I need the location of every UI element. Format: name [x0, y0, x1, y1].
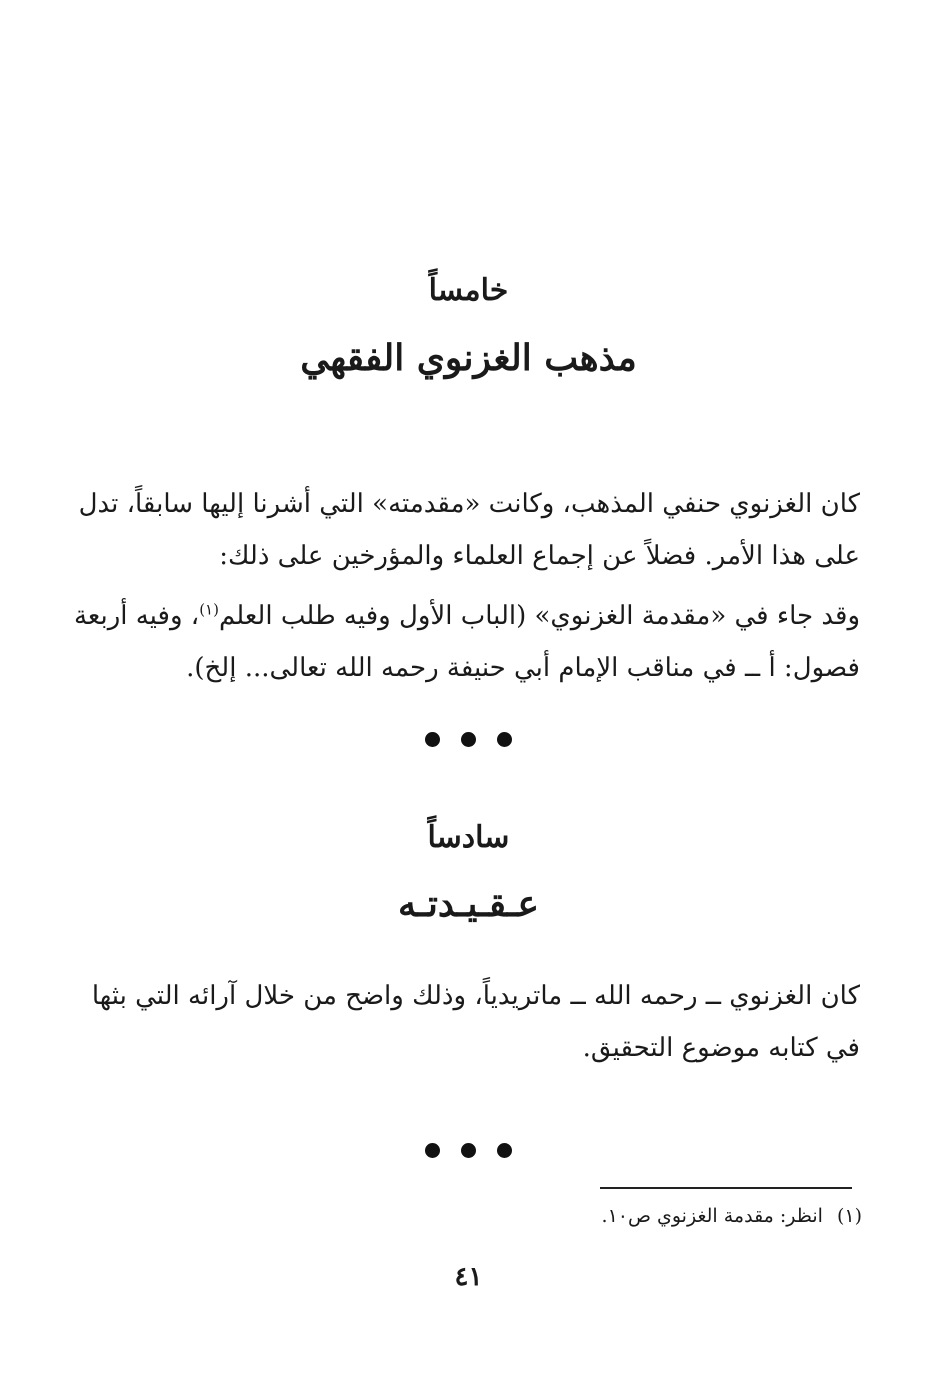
- footnote-text: انظر: مقدمة الغزنوي ص١٠.: [601, 1205, 823, 1227]
- paragraph-line: [73, 590, 860, 642]
- divider-dot: [497, 1143, 512, 1158]
- paragraph-text: وقد جاء في «مقدمة الغزنوي» (الباب الأول وفيه طلب العلم: [218, 601, 860, 631]
- section-5-paragraph-1: [78, 478, 860, 582]
- paragraph-line: في كتابه موضوع التحقيق.: [582, 1033, 860, 1063]
- paragraph-text: ، وفيه أربعة: [73, 601, 200, 631]
- section-divider: [0, 732, 937, 752]
- divider-dot: [425, 1143, 440, 1158]
- section-divider: [0, 1143, 937, 1163]
- footnote-separator: [600, 1187, 852, 1189]
- section-6-title: عـقـيـدتـه: [398, 883, 539, 925]
- paragraph-line: كان الغزنوي ــ رحمه الله ــ ماتريدياً، وذلك واضح من خلال آرائه التي بثها: [91, 981, 860, 1011]
- divider-dot: [425, 732, 440, 747]
- section-5-paragraph-2: [73, 590, 860, 694]
- paragraph-line: على هذا الأمر. فضلاً عن إجماع العلماء والمؤرخين على ذلك:: [219, 541, 860, 571]
- divider-dot: [497, 732, 512, 747]
- footnote: [420, 1201, 862, 1231]
- page-number: ٤١: [454, 1262, 483, 1292]
- footnote-number: (١): [836, 1205, 862, 1227]
- section-5-title: مذهب الغزنوي الفقهي: [300, 337, 637, 379]
- section-5-ordinal: خامساً: [428, 273, 509, 308]
- footnote-reference: (١): [199, 600, 219, 619]
- section-6-paragraph-1: [91, 970, 860, 1074]
- section-6-ordinal: سادساً: [427, 820, 510, 855]
- divider-dot: [461, 1143, 476, 1158]
- divider-dot: [461, 732, 476, 747]
- paragraph-line: فصول: أ ــ في مناقب الإمام أبي حنيفة رحمه الله تعالى... إلخ).: [186, 653, 860, 683]
- paragraph-line: كان الغزنوي حنفي المذهب، وكانت «مقدمته» التي أشرنا إليها سابقاً، تدل: [78, 489, 860, 519]
